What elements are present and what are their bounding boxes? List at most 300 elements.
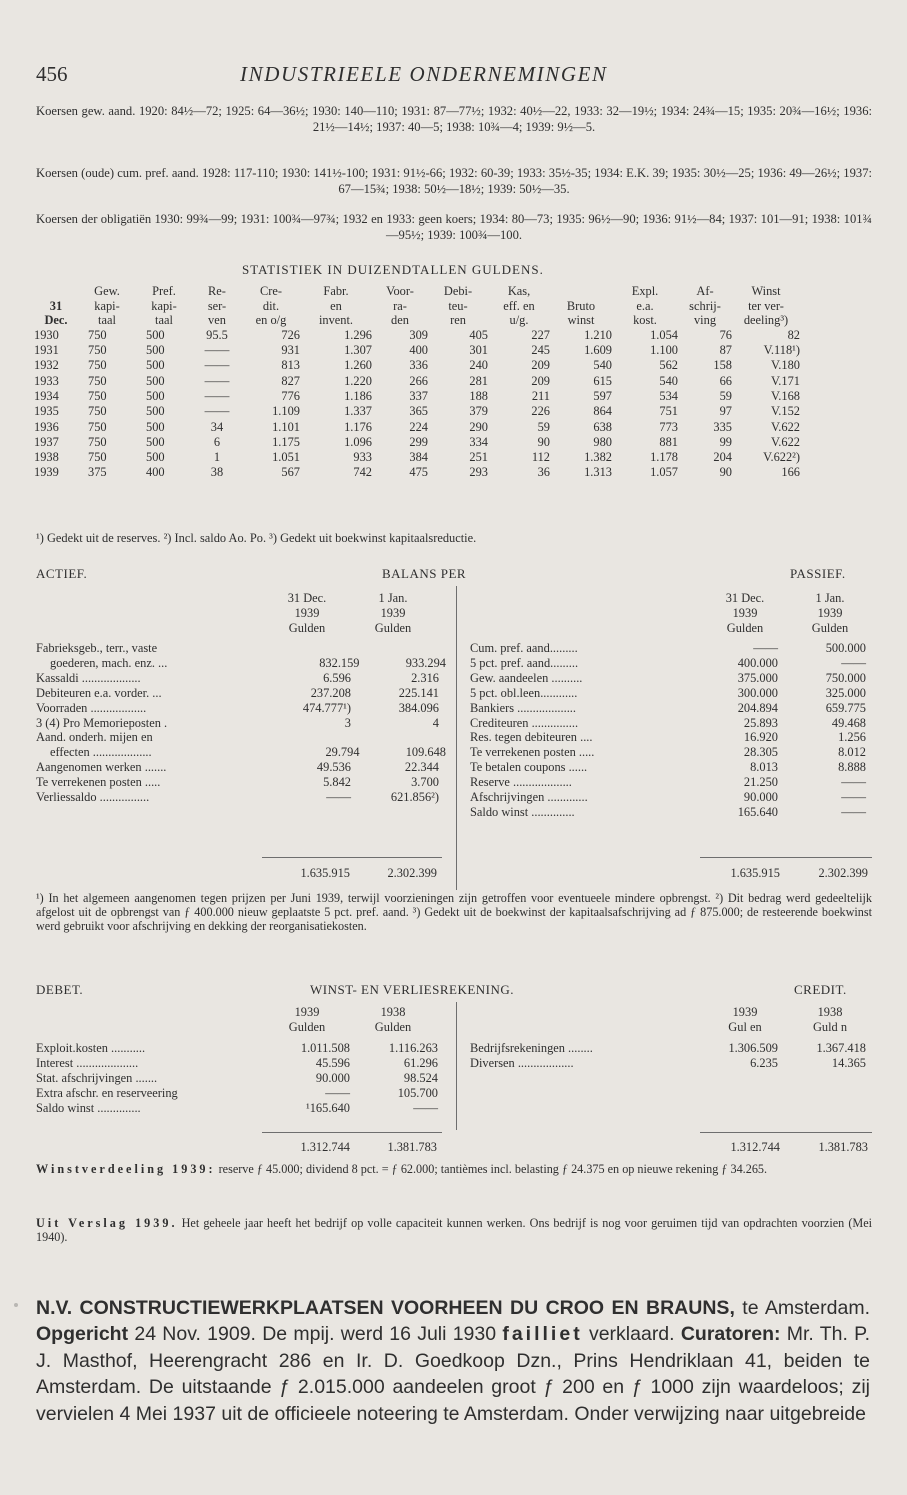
ledger-row [36,686,446,701]
ledger-row [470,656,870,671]
ledger-value: 750.000 [825,670,866,685]
stat-row [34,420,800,435]
ledger-value: 8.013 [750,760,778,775]
stat-cell: 1936 [34,419,59,434]
verslag-note: Uit Verslag 1939. Het geheele jaar heeft het bedrijf op volle capaciteit kunnen werken. Ons bedrijf is nog voor geruimen tijd van opdrachten voorzien (Mei 1940). [36,1216,873,1245]
ledger-label: Cum. pref. aand......... [470,641,578,655]
balans-passief-col2-header: 1 Jan. 1939 Gulden [811,591,849,635]
ledger-value: 8.012 [838,745,866,760]
stat-cell: 1.096 [344,434,372,449]
ledger-value: 45.596 [315,1055,350,1070]
ledger-row [470,730,870,745]
stat-cell: V.152 [770,404,800,419]
ledger-value: 325.000 [825,685,866,700]
ledger-value: 933.294 [405,655,446,670]
stat-cell: 475 [409,465,428,480]
stat-cell: 227 [531,327,550,342]
ledger-row [36,671,446,686]
ledger-row [470,701,870,716]
ledger-value: 49.536 [316,760,351,775]
stat-cell: 375 [88,465,107,480]
stat-cell: 38 [210,465,224,480]
stat-header-cell: 31 [49,298,63,313]
ledger-label: Exploit.kosten ........... [36,1041,146,1055]
stat-row [34,465,800,480]
stat-cell: 224 [409,419,428,434]
ledger-value: 659.775 [825,700,866,715]
ledger-value: 4 [432,715,439,730]
stat-cell: 776 [281,388,300,403]
ledger-row [36,1071,446,1086]
koersen-gewone-aandeelen: Koersen gew. aand. 1920: 84½—72; 1925: 64—36½; 1930: 140—110; 1931: 87—77½; 1932: 40½—22, 1933: 32—19½; 1934: 24¾—15; 1935: 20¾—16½; 1936: 21½—14½; 1937: 40—5; 1938: 10¾—4; 1939: 9½—5. [36,104,872,134]
stat-cell: —— [204,343,230,358]
ledger-label: Aand. onderh. mijen en [36,730,153,745]
stat-cell: 337 [409,388,428,403]
stat-row [34,343,800,358]
stat-cell: 266 [409,373,428,388]
ledger-label: Bedrijfsrekeningen ........ [470,1041,593,1055]
stat-cell: 827 [281,373,300,388]
ledger-value: 621.856²) [390,790,439,805]
ledger-value: 98.524 [403,1070,438,1085]
winst-credit-list [470,1041,870,1071]
stat-cell: 335 [713,419,732,434]
ledger-value [256,641,351,656]
ledger-value: —— [841,804,866,819]
ledger-value: 165.640 [737,804,778,819]
bullet-mark [14,1303,18,1307]
stat-cell: 251 [469,450,488,465]
ledger-row [470,1056,870,1071]
ledger-value: —— [325,1085,350,1100]
ledger-row [36,1086,446,1101]
ledger-row [36,716,446,731]
stat-cell: 384 [409,450,428,465]
stat-cell: 82 [787,327,800,342]
ledger-value: 1.116.263 [388,1041,438,1055]
stat-cell: 750 [88,388,107,403]
stat-cell: 1.382 [584,450,612,465]
stat-cell: 1934 [34,388,59,403]
ledger-value: 6.596 [323,670,351,685]
ledger-row [470,1041,870,1056]
stat-cell: 6 [213,434,221,449]
stat-cell: 1938 [34,450,59,465]
ledger-value: 204.894 [737,700,778,715]
stat-cell: 59 [719,388,732,403]
stat-cell: 281 [469,373,488,388]
stat-header-cell: Bruto [566,298,596,313]
stat-cell: 87 [719,343,732,358]
ledger-label: Gew. aandeelen .......... [470,670,583,685]
stat-cell: V.622²) [763,450,800,465]
ledger-row [470,775,870,790]
ledger-label: Aangenomen werken ....... [36,760,167,775]
stat-cell: 750 [88,327,107,342]
ledger-row [36,745,446,760]
company-name: N.V. CONSTRUCTIEWERKPLAATSEN VOORHEEN DU CROO EN BRAUNS, [36,1297,735,1319]
winst-credit-col2-header: 1938 Guld n [812,1005,848,1034]
stat-header-cell: u/g. [509,313,529,328]
stat-cell: 76 [719,327,732,342]
ledger-row [36,790,446,805]
stat-header-cell: den [391,313,409,328]
stat-cell: 36 [537,465,550,480]
ledger-value: 2.316 [411,670,439,685]
stat-cell: 379 [469,404,488,419]
ledger-label: Kassaldi ................... [36,670,141,685]
ledger-value: 500.000 [825,641,866,655]
stat-cell: 90 [537,434,550,449]
stat-cell: 290 [469,419,488,434]
stat-cell: 540 [593,358,612,373]
ledger-label: Res. tegen debiteuren .... [470,730,593,745]
stat-cell: 226 [531,404,550,419]
ledger-label: goederen, mach. enz. ... [50,655,168,670]
stat-header-cell: ren [450,313,466,328]
stat-header-cell: taal [98,313,116,328]
balans-passief-totals: 1.635.915 2.302.399 [730,866,868,880]
ledger-value: 90.000 [743,790,778,805]
stat-header-cell: ving [693,313,717,328]
ledger-value: 6.235 [750,1055,778,1070]
stat-header-cell: kost. [633,313,657,328]
ledger-label: Te verrekenen posten ..... [470,745,595,760]
stat-header-cell: kapi- [94,298,120,313]
ledger-label: Debiteuren e.a. vorder. ... [36,685,162,700]
stat-cell: 1935 [34,404,59,419]
ledger-row [36,1056,446,1071]
stat-cell: 1933 [34,373,59,388]
stat-cell: 500 [146,434,165,449]
stat-cell: 158 [713,358,732,373]
winst-credit-title: CREDIT. [794,982,847,997]
stat-header-cell: Debi- [443,284,473,298]
stat-header-cell: e.a. [636,298,654,313]
stat-cell: 240 [469,358,488,373]
winstverdeeling-note: Winstverdeeling 1939: reserve ƒ 45.000; dividend 8 pct. = ƒ 62.000; tantièmes incl. belasting ƒ 24.375 en op nieuwe rekening ƒ 34.265. [36,1162,768,1176]
stat-cell: 933 [353,450,372,465]
stat-cell: 1.337 [344,404,372,419]
stat-cell: 751 [659,404,678,419]
stat-cell: 66 [719,373,732,388]
stat-row [34,328,800,343]
stat-header-cell: Winst [751,284,781,298]
stat-header-cell: taal [155,313,173,328]
stat-cell: 1.109 [272,404,300,419]
stat-row [34,450,800,465]
stat-cell: 1.220 [344,373,372,388]
ledger-row [470,671,870,686]
ledger-value: 49.468 [831,715,866,730]
ledger-value: ¹165.640 [306,1100,350,1115]
ledger-label: 5 pct. obl.leen............ [470,685,578,700]
stat-cell: 405 [469,327,488,342]
ledger-row [36,701,446,716]
stat-cell: 209 [531,373,550,388]
stat-cell: 980 [593,434,612,449]
ledger-value: 21.250 [743,775,778,790]
stat-cell: 534 [659,388,678,403]
stat-cell: 112 [531,450,550,465]
ledger-value: 1.256 [838,730,866,745]
ledger-value: —— [841,655,866,670]
ledger-value: 14.365 [831,1055,866,1070]
stat-cell: 309 [409,327,428,342]
stat-cell: 773 [659,419,678,434]
ledger-row [470,760,870,775]
ledger-label: Verliessaldo ................ [36,790,150,805]
stat-cell: V.622 [770,419,800,434]
ledger-label: Fabrieksgeb., terr., vaste [36,641,158,655]
winst-credit-col1-header: 1939 Gul en [728,1005,762,1034]
balans-actief-col1-header: 31 Dec. 1939 Gulden [287,591,327,635]
stat-cell: 1.100 [650,343,678,358]
stat-cell: 1930 [34,327,59,342]
winst-debet-list [36,1041,446,1116]
stat-cell: V.622 [770,434,800,449]
stat-cell: 1939 [34,465,59,480]
stat-cell: 500 [146,358,165,373]
winst-debet-col2-header: 1938 Gulden [374,1005,412,1034]
statistiek-table [34,284,800,481]
ledger-row [36,730,446,745]
stat-cell: 99 [719,434,732,449]
ledger-label: effecten ................... [50,745,152,760]
stat-cell: —— [204,373,230,388]
ledger-value: 1.306.509 [728,1041,778,1055]
stat-cell: 750 [88,434,107,449]
ledger-value: 237.208 [310,685,351,700]
stat-cell: 1.296 [344,327,372,342]
stat-header-cell: ser- [207,298,227,313]
ledger-row [470,745,870,760]
stat-cell: 95.5 [206,327,228,342]
stat-header-cell: teu- [448,298,468,313]
ledger-value: 5.842 [323,775,351,790]
balans-title: BALANS PER [382,566,467,581]
stat-cell: 750 [88,358,107,373]
stat-cell: 1.178 [650,450,678,465]
ledger-value: —— [413,1100,438,1115]
stat-header-cell: Pref. [152,284,176,298]
stat-cell: 750 [88,419,107,434]
stat-cell: 597 [593,388,612,403]
ledger-label: Te betalen coupons ...... [470,760,588,775]
ledger-row [470,805,870,820]
stat-header-cell: kapi- [151,298,177,313]
stat-cell: 931 [281,343,300,358]
ledger-value: 3.700 [411,775,439,790]
stat-cell: 334 [469,434,488,449]
stat-row [34,435,800,450]
stat-cell: 299 [409,434,428,449]
stat-cell: 750 [88,373,107,388]
ledger-value: 105.700 [397,1085,438,1100]
page-number: 456 [36,62,68,86]
stat-header-cell: Voor- [386,284,414,298]
ledger-value: —— [841,775,866,790]
balans-actief-col2-header: 1 Jan. 1939 Gulden [374,591,412,635]
stat-cell: 1.051 [272,450,300,465]
stat-cell: 750 [88,404,107,419]
stat-cell: 1.307 [344,343,372,358]
ledger-label: Stat. afschrijvingen ....... [36,1070,158,1085]
ledger-value: —— [326,790,351,805]
winst-debet-col1-header: 1939 Gulden [288,1005,326,1034]
stat-cell: V.171 [770,373,800,388]
ledger-value: —— [841,790,866,805]
stat-cell: 1.260 [344,358,372,373]
ledger-row [36,1041,446,1056]
stat-header-cell: Re- [208,284,226,298]
stat-header-cell: ven [208,313,226,328]
ledger-label: 5 pct. pref. aand......... [470,655,579,670]
ledger-value: 90.000 [315,1070,350,1085]
stat-header-cell: en [330,298,342,313]
stat-cell: 638 [593,419,612,434]
stat-cell: 365 [409,404,428,419]
stat-header-cell: eff. en [503,298,535,313]
stat-row [34,374,800,389]
stat-cell: 301 [469,343,488,358]
stat-row [34,389,800,404]
stat-header-cell: en o/g [255,313,287,328]
stat-header-cell: Gew. [94,284,120,298]
winst-debet-title: DEBET. [36,982,84,997]
ledger-label: Voorraden .................. [36,700,147,715]
ledger-value: 300.000 [737,685,778,700]
stat-cell: 293 [469,465,488,480]
ledger-row [470,716,870,731]
stat-cell: 562 [659,358,678,373]
ledger-label: Interest .................... [36,1055,139,1070]
stat-cell: —— [204,404,230,419]
ledger-value: 832.159 [319,655,360,670]
ledger-value: 400.000 [737,655,778,670]
ledger-label: Bankiers ................... [470,700,576,715]
stat-cell: 500 [146,404,165,419]
stat-cell: 1932 [34,358,59,373]
stat-cell: 59 [537,419,550,434]
stat-cell: 1.313 [584,465,612,480]
page-title: INDUSTRIEELE ONDERNEMINGEN [240,62,608,86]
ledger-row [36,1101,446,1116]
ledger-value [256,730,351,745]
stat-cell: 400 [409,343,428,358]
stat-cell: 500 [146,450,165,465]
stat-cell: 750 [88,343,107,358]
ledger-value: 61.296 [403,1055,438,1070]
stat-cell: 1.057 [650,465,678,480]
statistiek-footnote: ¹) Gedekt uit de reserves. ²) Incl. saldo Ao. Po. ³) Gedekt uit boekwinst kapitaalsreductie. [36,531,477,545]
winst-debet-totals: 1.312.744 1.381.783 [300,1140,437,1154]
stat-cell: 1.609 [584,343,612,358]
ledger-row [36,641,446,656]
balans-actief-list [36,641,446,805]
ledger-value: 375.000 [737,670,778,685]
ledger-label: Diversen .................. [470,1055,574,1070]
balans-passief-title: PASSIEF. [790,566,846,581]
stat-cell: 166 [781,465,800,480]
ledger-value: 8.888 [838,760,866,775]
ledger-value: 29.794 [325,745,360,760]
winst-title: WINST- EN VERLIESREKENING. [310,982,515,997]
koersen-obligaties: Koersen der obligatiën 1930: 99¾—99; 1931: 100¾—97¾; 1932 en 1933: geen koers; 1934: 80—73; 1935: 96½—90; 1936: 91½—84; 1937: 101—91; 1938: 101¾—95½; 1939: 100¾—100. [36,212,872,242]
stat-cell: 500 [146,419,165,434]
ledger-label: Crediteuren ............... [470,715,579,730]
stat-cell: —— [204,388,230,403]
ledger-value: 1.367.418 [816,1041,866,1055]
ledger-value: —— [753,641,778,655]
stat-header-cell [550,284,612,299]
winst-credit-totals: 1.312.744 1.381.783 [730,1140,868,1154]
stat-cell: 1.175 [272,434,300,449]
stat-cell: 500 [146,327,165,342]
stat-cell: 204 [713,450,732,465]
stat-cell: V.180 [770,358,800,373]
koersen-pref-aandeelen: Koersen (oude) cum. pref. aand. 1928: 117-110; 1930: 141½-100; 1931: 91½-66; 1932: 60-39; 1933: 35½-35; 1934: E.K. 39; 1935: 30½—25; 1936: 49—26½; 1937: 67—15¾; 1938: 50½—18½; 1939: 50½—35. [36,166,872,196]
ledger-label: Te verrekenen posten ..... [36,775,161,790]
ledger-value: 384.096 [398,700,439,715]
ledger-value [351,730,439,745]
balans-passief-col1-header: 31 Dec. 1939 Gulden [725,591,765,635]
stat-header-cell: invent. [318,313,354,328]
ledger-label: Extra afschr. en reserveering [36,1085,178,1100]
ledger-value: 16.920 [743,730,778,745]
stat-cell: 1931 [34,343,59,358]
stat-cell: 726 [281,327,300,342]
stat-header-cell: deeling³) [743,313,789,328]
stat-cell: 881 [659,434,678,449]
stat-cell: 500 [146,343,165,358]
ledger-row [470,641,870,656]
balans-passief-list [470,641,870,820]
ledger-value: 25.893 [743,715,778,730]
stat-cell: 336 [409,358,428,373]
stat-cell: 1.054 [650,327,678,342]
ledger-label: Saldo winst .............. [470,804,575,819]
ledger-row [470,686,870,701]
ledger-row [36,656,446,671]
ledger-value: 22.344 [404,760,439,775]
stat-cell: 188 [469,388,488,403]
stat-cell: 1.176 [344,419,372,434]
stat-cell: 34 [210,419,224,434]
stat-cell: 245 [531,343,550,358]
stat-cell: 500 [146,373,165,388]
ledger-label: Afschrijvingen ............. [470,790,588,805]
statistiek-title: STATISTIEK IN DUIZENDTALLEN GULDENS. [242,262,544,277]
ledger-value: 109.648 [405,745,446,760]
ledger-value [351,641,439,656]
stat-cell: 742 [353,465,372,480]
ledger-row [470,790,870,805]
balans-footnote: ¹) In het algemeen aangenomen tegen prijzen per Juni 1939, terwijl voorzieningen zijn getroffen voor eventueele mindere opbrengst. ²) Dit bedrag werd gedeeltelijk afgelost uit de opbrengst van ƒ 400.000 nieuw geplaatste 5 pct. pref. aand. ³) Gedekt uit de boekwinst der kapitaalsafschrijving ad ƒ 875.000; de resteerende boekwinst werd gebruikt voor afschrijving en dekking der reorganisatiekosten. [36,891,872,934]
stat-header-cell [34,284,78,299]
stat-cell: 540 [659,373,678,388]
ledger-label: Reserve ................... [470,775,572,790]
stat-row [34,358,800,373]
ledger-value: 474.777¹) [302,700,351,715]
stat-row [34,404,800,419]
stat-cell: 864 [593,404,612,419]
stat-header-cell: ra- [393,298,407,313]
stat-cell: 1.210 [584,327,612,342]
stat-header-cell: ter ver- [748,298,784,313]
stat-cell: 209 [531,358,550,373]
stat-header-cell: Cre- [259,284,283,298]
